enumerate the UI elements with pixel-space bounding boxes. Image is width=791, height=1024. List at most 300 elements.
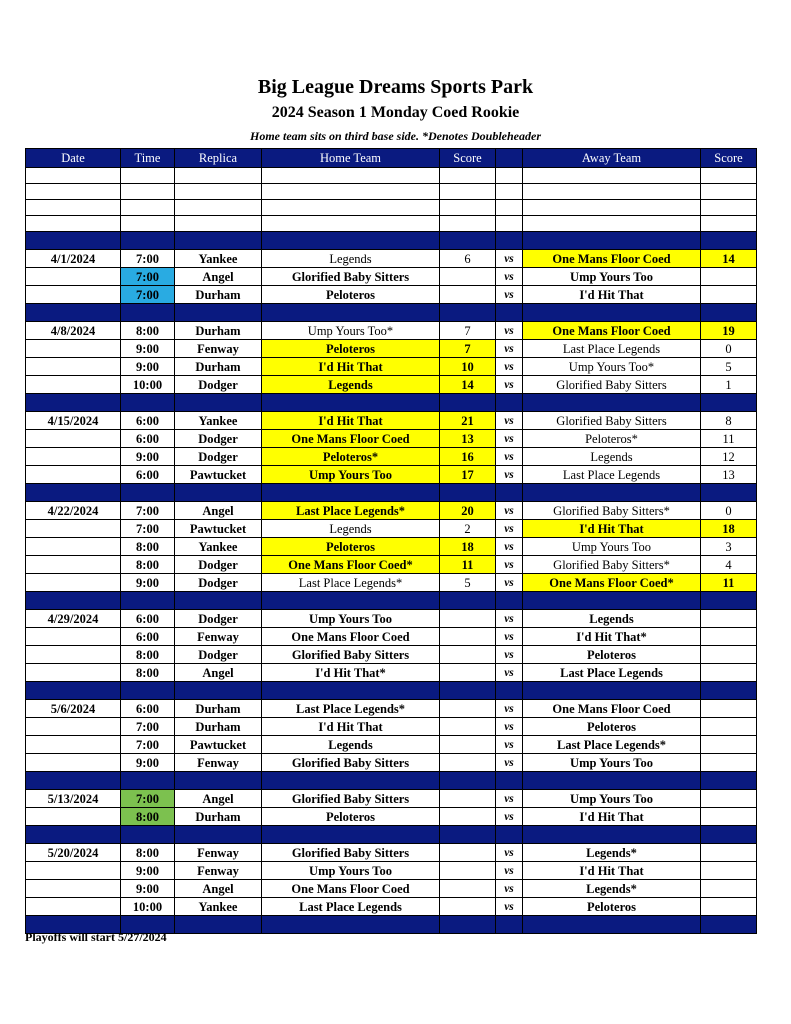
game-time: 6:00 [121,466,175,484]
home-score: 20 [440,502,496,520]
empty-cell [440,772,496,790]
blank-row [26,200,757,216]
away-score: 18 [701,520,757,538]
game-time: 9:00 [121,574,175,592]
week-separator [26,772,757,790]
vs-label: vs [496,340,523,358]
home-score: 14 [440,376,496,394]
game-row [26,718,757,736]
empty-cell [175,772,262,790]
empty-cell [523,826,701,844]
empty-cell [175,304,262,322]
away-team: Glorified Baby Sitters [523,376,701,394]
away-score: 13 [701,466,757,484]
empty-cell [701,184,757,200]
away-team: Legends [523,610,701,628]
game-row [26,700,757,718]
game-date [26,646,121,664]
empty-cell [262,916,440,934]
game-row [26,448,757,466]
game-time: 7:00 [121,286,175,304]
game-date [26,628,121,646]
empty-cell [175,826,262,844]
blank-row [26,184,757,200]
empty-cell [175,916,262,934]
home-team: Ump Yours Too* [262,322,440,340]
away-team: Glorified Baby Sitters* [523,556,701,574]
empty-cell [496,772,523,790]
away-team: One Mans Floor Coed [523,322,701,340]
empty-cell [496,682,523,700]
game-date [26,286,121,304]
away-score: 0 [701,502,757,520]
empty-cell [496,484,523,502]
away-team: Ump Yours Too [523,754,701,772]
game-date [26,466,121,484]
empty-cell [701,168,757,184]
col-away-score-header: Score [701,149,757,168]
away-score [701,862,757,880]
away-team: One Mans Floor Coed [523,700,701,718]
away-score: 4 [701,556,757,574]
col-time-header: Time [121,149,175,168]
game-time: 6:00 [121,628,175,646]
game-time: 8:00 [121,556,175,574]
game-time: 8:00 [121,322,175,340]
empty-cell [175,184,262,200]
empty-cell [701,304,757,322]
game-replica: Durham [175,286,262,304]
empty-cell [440,484,496,502]
vs-label: vs [496,808,523,826]
empty-cell [496,916,523,934]
empty-cell [262,304,440,322]
game-date: 4/29/2024 [26,610,121,628]
game-date [26,664,121,682]
home-team: Legends [262,520,440,538]
empty-cell [523,772,701,790]
game-row [26,502,757,520]
game-replica: Yankee [175,412,262,430]
away-team: One Mans Floor Coed [523,250,701,268]
game-replica: Yankee [175,538,262,556]
empty-cell [121,216,175,232]
away-team: Ump Yours Too [523,268,701,286]
game-replica: Durham [175,322,262,340]
game-time: 6:00 [121,700,175,718]
game-date [26,268,121,286]
game-row [26,628,757,646]
empty-cell [121,168,175,184]
game-row [26,556,757,574]
empty-cell [262,216,440,232]
game-row [26,610,757,628]
away-team: Peloteros [523,898,701,916]
empty-cell [121,484,175,502]
empty-cell [121,184,175,200]
home-team: One Mans Floor Coed* [262,556,440,574]
game-replica: Fenway [175,628,262,646]
game-date [26,556,121,574]
game-row [26,466,757,484]
empty-cell [26,826,121,844]
away-score: 8 [701,412,757,430]
empty-cell [121,304,175,322]
empty-cell [175,484,262,502]
game-time: 10:00 [121,898,175,916]
game-row [26,880,757,898]
game-date: 4/15/2024 [26,412,121,430]
empty-cell [440,216,496,232]
empty-cell [701,592,757,610]
game-date [26,718,121,736]
empty-cell [26,682,121,700]
game-replica: Fenway [175,340,262,358]
home-score: 10 [440,358,496,376]
home-score [440,700,496,718]
away-score [701,268,757,286]
empty-cell [440,168,496,184]
away-score [701,664,757,682]
home-score: 16 [440,448,496,466]
away-team: I'd Hit That [523,520,701,538]
game-replica: Fenway [175,754,262,772]
game-row [26,250,757,268]
col-vs-header [496,149,523,168]
away-score [701,646,757,664]
home-score: 18 [440,538,496,556]
empty-cell [26,592,121,610]
away-score: 3 [701,538,757,556]
game-row [26,286,757,304]
away-team: Ump Yours Too* [523,358,701,376]
home-score [440,736,496,754]
home-score [440,664,496,682]
empty-cell [262,200,440,216]
empty-cell [440,184,496,200]
empty-cell [440,592,496,610]
empty-cell [523,200,701,216]
vs-label: vs [496,430,523,448]
home-score: 13 [440,430,496,448]
game-row [26,538,757,556]
home-score: 7 [440,322,496,340]
vs-label: vs [496,736,523,754]
empty-cell [701,200,757,216]
vs-label: vs [496,358,523,376]
home-team: Ump Yours Too [262,466,440,484]
empty-cell [440,916,496,934]
away-team: Legends* [523,844,701,862]
home-score [440,862,496,880]
away-team: Peloteros* [523,430,701,448]
game-time: 9:00 [121,862,175,880]
empty-cell [496,232,523,250]
game-replica: Dodger [175,556,262,574]
empty-cell [701,232,757,250]
empty-cell [262,592,440,610]
game-date [26,538,121,556]
week-separator [26,484,757,502]
away-team: I'd Hit That [523,808,701,826]
vs-label: vs [496,610,523,628]
away-team: Legends [523,448,701,466]
game-row [26,340,757,358]
empty-cell [523,484,701,502]
vs-label: vs [496,718,523,736]
away-score [701,736,757,754]
week-separator [26,826,757,844]
vs-label: vs [496,646,523,664]
col-date-header: Date [26,149,121,168]
home-score: 11 [440,556,496,574]
home-team: Peloteros [262,808,440,826]
game-row [26,808,757,826]
away-team: One Mans Floor Coed* [523,574,701,592]
vs-label: vs [496,574,523,592]
game-row [26,322,757,340]
empty-cell [26,184,121,200]
game-date: 5/13/2024 [26,790,121,808]
game-time: 9:00 [121,358,175,376]
vs-label: vs [496,376,523,394]
vs-label: vs [496,898,523,916]
away-team: I'd Hit That* [523,628,701,646]
game-row [26,376,757,394]
home-score: 6 [440,250,496,268]
game-time: 7:00 [121,790,175,808]
home-score [440,898,496,916]
empty-cell [440,232,496,250]
away-team: Peloteros [523,718,701,736]
empty-cell [523,394,701,412]
home-score: 17 [440,466,496,484]
empty-cell [496,394,523,412]
vs-label: vs [496,322,523,340]
empty-cell [523,916,701,934]
empty-cell [523,184,701,200]
away-score: 1 [701,376,757,394]
empty-cell [496,216,523,232]
away-score: 5 [701,358,757,376]
schedule-note: Home team sits on third base side. *Denotes Doubleheader [250,129,541,143]
home-team: I'd Hit That [262,412,440,430]
away-team: I'd Hit That [523,286,701,304]
game-replica: Angel [175,664,262,682]
empty-cell [701,826,757,844]
empty-cell [701,484,757,502]
game-row [26,754,757,772]
vs-label: vs [496,754,523,772]
empty-cell [121,772,175,790]
game-time: 9:00 [121,880,175,898]
game-time: 8:00 [121,538,175,556]
vs-label: vs [496,412,523,430]
vs-label: vs [496,250,523,268]
home-score [440,718,496,736]
away-score [701,700,757,718]
away-score: 0 [701,340,757,358]
game-time: 8:00 [121,808,175,826]
game-date: 4/1/2024 [26,250,121,268]
empty-cell [523,168,701,184]
empty-cell [523,592,701,610]
home-team: I'd Hit That [262,718,440,736]
away-score [701,880,757,898]
game-row [26,520,757,538]
empty-cell [175,232,262,250]
home-team: Last Place Legends [262,898,440,916]
game-date: 4/22/2024 [26,502,121,520]
page-title: Big League Dreams Sports Park [257,76,534,98]
empty-cell [496,168,523,184]
game-replica: Pawtucket [175,520,262,538]
home-team: Glorified Baby Sitters [262,790,440,808]
game-replica: Angel [175,790,262,808]
game-replica: Angel [175,268,262,286]
empty-cell [440,200,496,216]
game-time: 10:00 [121,376,175,394]
header-row [26,149,757,168]
empty-cell [262,232,440,250]
empty-cell [262,394,440,412]
game-row [26,664,757,682]
week-separator [26,232,757,250]
empty-cell [121,394,175,412]
game-replica: Fenway [175,844,262,862]
home-team: Glorified Baby Sitters [262,646,440,664]
vs-label: vs [496,664,523,682]
home-team: Peloteros [262,340,440,358]
game-replica: Dodger [175,430,262,448]
vs-label: vs [496,880,523,898]
game-time: 9:00 [121,448,175,466]
away-team: Last Place Legends [523,664,701,682]
away-score [701,628,757,646]
vs-label: vs [496,502,523,520]
game-replica: Dodger [175,646,262,664]
game-date [26,340,121,358]
empty-cell [701,216,757,232]
home-score: 2 [440,520,496,538]
game-row [26,412,757,430]
empty-cell [26,484,121,502]
game-time: 7:00 [121,502,175,520]
away-score: 12 [701,448,757,466]
game-row [26,268,757,286]
empty-cell [701,682,757,700]
empty-cell [701,772,757,790]
home-score [440,808,496,826]
col-away-team-header: Away Team [523,149,701,168]
game-replica: Dodger [175,610,262,628]
home-team: One Mans Floor Coed [262,880,440,898]
empty-cell [175,168,262,184]
away-team: Ump Yours Too [523,790,701,808]
game-date: 5/20/2024 [26,844,121,862]
game-time: 7:00 [121,250,175,268]
empty-cell [26,304,121,322]
home-team: Glorified Baby Sitters [262,268,440,286]
empty-cell [440,304,496,322]
game-row [26,898,757,916]
game-replica: Pawtucket [175,736,262,754]
empty-cell [701,916,757,934]
home-score [440,754,496,772]
blank-row [26,216,757,232]
home-team: Legends [262,736,440,754]
empty-cell [262,682,440,700]
game-date [26,520,121,538]
game-date [26,574,121,592]
game-row [26,430,757,448]
empty-cell [26,394,121,412]
away-score [701,286,757,304]
home-team: Last Place Legends* [262,502,440,520]
vs-label: vs [496,556,523,574]
game-date: 4/8/2024 [26,322,121,340]
game-time: 9:00 [121,754,175,772]
home-team: One Mans Floor Coed [262,430,440,448]
away-score [701,844,757,862]
game-time: 7:00 [121,736,175,754]
empty-cell [26,232,121,250]
home-score [440,880,496,898]
empty-cell [175,200,262,216]
week-separator [26,682,757,700]
col-replica-header: Replica [175,149,262,168]
col-home-score-header: Score [440,149,496,168]
empty-cell [121,682,175,700]
empty-cell [26,772,121,790]
game-replica: Yankee [175,898,262,916]
away-score: 11 [701,430,757,448]
away-team: Last Place Legends [523,466,701,484]
week-separator [26,394,757,412]
vs-label: vs [496,862,523,880]
game-time: 7:00 [121,268,175,286]
empty-cell [523,304,701,322]
vs-label: vs [496,790,523,808]
game-replica: Angel [175,502,262,520]
empty-cell [496,184,523,200]
game-replica: Durham [175,808,262,826]
vs-label: vs [496,286,523,304]
home-team: I'd Hit That* [262,664,440,682]
away-score [701,808,757,826]
game-time: 8:00 [121,664,175,682]
schedule-body [26,168,757,934]
week-separator [26,304,757,322]
home-score: 5 [440,574,496,592]
game-row [26,844,757,862]
away-team: Legends* [523,880,701,898]
game-date [26,808,121,826]
empty-cell [496,304,523,322]
vs-label: vs [496,466,523,484]
home-team: Peloteros* [262,448,440,466]
blank-row [26,168,757,184]
home-team: Glorified Baby Sitters [262,844,440,862]
home-team: Legends [262,376,440,394]
vs-label: vs [496,538,523,556]
empty-cell [121,232,175,250]
col-home-team-header: Home Team [262,149,440,168]
game-replica: Durham [175,718,262,736]
empty-cell [262,168,440,184]
home-score [440,790,496,808]
home-score [440,844,496,862]
